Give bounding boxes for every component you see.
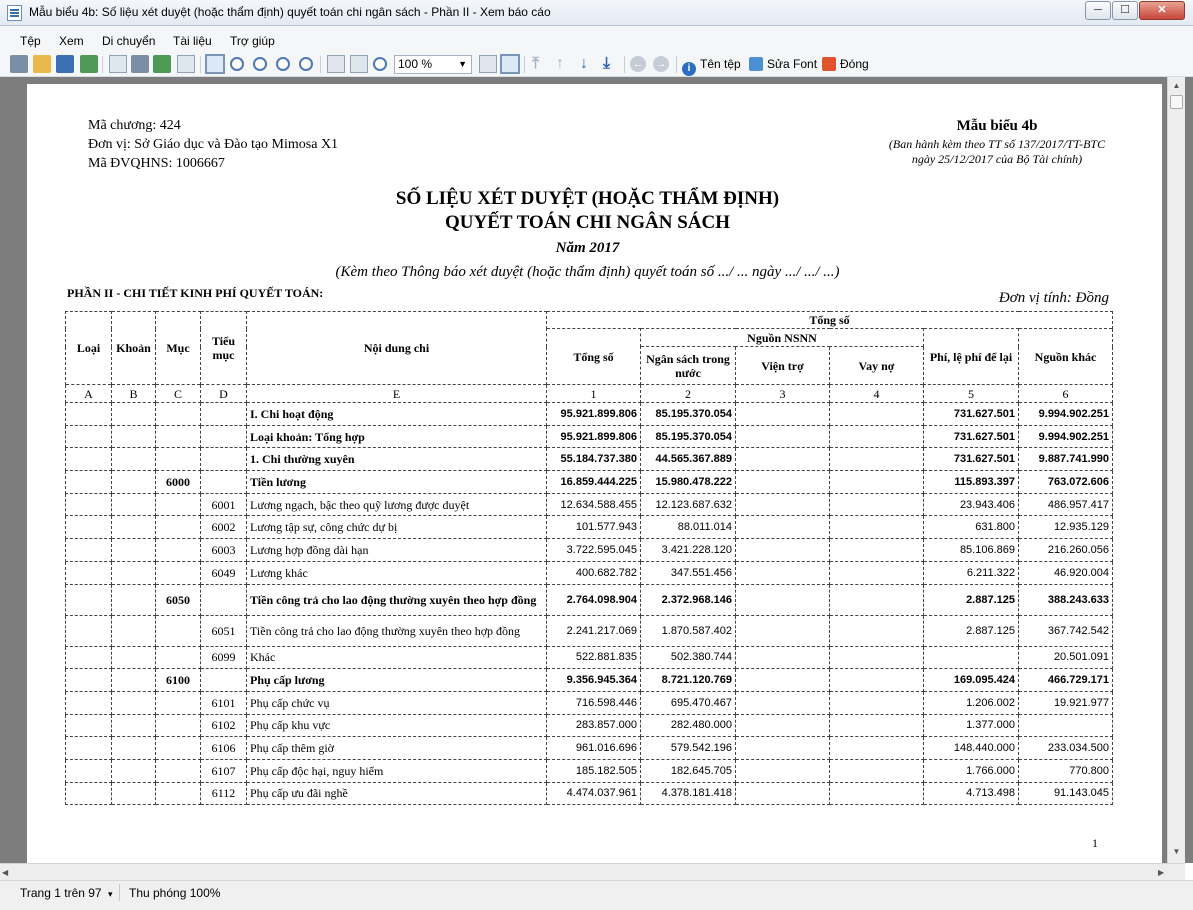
- cell-muc: 6000: [156, 471, 201, 494]
- cell-noi-dung: Tiền lương: [247, 471, 547, 494]
- cell-phi-le-phi: 1.377.000: [924, 714, 1019, 737]
- cell-vien-tro: [736, 448, 830, 471]
- app-document-icon: [7, 5, 22, 21]
- open-folder-icon[interactable]: [33, 55, 51, 73]
- cell-nguon-khac: 9.994.902.251: [1019, 425, 1113, 448]
- cell-muc: [156, 403, 201, 426]
- cell-noi-dung: Lương hợp đồng dài hạn: [247, 539, 547, 562]
- table-row: [66, 403, 1113, 426]
- cell-loai: [66, 584, 112, 615]
- cell-tong-so: 55.184.737.380: [547, 448, 641, 471]
- cell-khoan: [112, 516, 156, 539]
- cell-phi-le-phi: 23.943.406: [924, 493, 1019, 516]
- cell-noi-dung: Phụ cấp khu vực: [247, 714, 547, 737]
- cell-vay-no: [830, 714, 924, 737]
- cell-nguon-khac: 91.143.045: [1019, 782, 1113, 805]
- cell-khoan: [112, 561, 156, 584]
- cell-noi-dung: Khác: [247, 646, 547, 669]
- cell-tong-so: 101.577.943: [547, 516, 641, 539]
- form-note-2: ngày 25/12/2017 của Bộ Tài chính): [911, 152, 1083, 166]
- cell-khoan: [112, 403, 156, 426]
- cell-muc: [156, 737, 201, 760]
- col-nguon-khac: Nguồn khác: [1019, 329, 1113, 385]
- table-row: [66, 737, 1113, 760]
- cell-phi-le-phi: 85.106.869: [924, 539, 1019, 562]
- cell-nguon-khac: 216.260.056: [1019, 539, 1113, 562]
- cell-nguon-khac: 486.957.417: [1019, 493, 1113, 516]
- col-group-nsnn: Nguồn NSNN: [641, 329, 924, 347]
- cell-khoan: [112, 646, 156, 669]
- cell-noi-dung: I. Chi hoạt động: [247, 403, 547, 426]
- table-row: [66, 516, 1113, 539]
- zoom-select[interactable]: [394, 55, 472, 74]
- cell-tong-so: 16.859.444.225: [547, 471, 641, 494]
- report-title-2: QUYẾT TOÁN CHI NGÂN SÁCH: [444, 212, 731, 233]
- cell-ngan-sach: 347.551.456: [641, 561, 736, 584]
- cell-nguon-khac: 20.501.091: [1019, 646, 1113, 669]
- cell-ngan-sach: 182.645.705: [641, 759, 736, 782]
- cell-phi-le-phi: 1.206.002: [924, 691, 1019, 714]
- col-phi-le-phi: Phí, lệ phí để lại: [924, 329, 1019, 385]
- table-row: [66, 448, 1113, 471]
- cell-ngan-sach: 579.542.196: [641, 737, 736, 760]
- cell-tieu-muc: [201, 669, 247, 692]
- cell-phi-le-phi: 2.887.125: [924, 615, 1019, 646]
- cell-tong-so: 522.881.835: [547, 646, 641, 669]
- cell-vay-no: [830, 561, 924, 584]
- fix-font-button[interactable]: Sửa Font: [749, 55, 817, 74]
- horizontal-scrollbar[interactable]: [0, 863, 1185, 880]
- col-loai: Loại: [66, 312, 112, 385]
- zoom-status: Thu phóng 100%: [129, 886, 221, 900]
- cell-loai: [66, 646, 112, 669]
- menu-bar: [0, 26, 1193, 52]
- report-year: Năm 2017: [555, 240, 620, 256]
- filename-button[interactable]: i Tên tệp: [682, 55, 741, 74]
- cell-muc: [156, 561, 201, 584]
- cell-tieu-muc: 6049: [201, 561, 247, 584]
- cell-khoan: [112, 737, 156, 760]
- col-tieu-muc: Tiểu mục: [201, 312, 247, 385]
- actual-size-icon[interactable]: [373, 57, 387, 71]
- menu-document[interactable]: Tài liệu: [173, 34, 212, 48]
- cell-loai: [66, 403, 112, 426]
- table-row: [66, 493, 1113, 516]
- cell-tieu-muc: [201, 403, 247, 426]
- cell-ngan-sach: 15.980.478.222: [641, 471, 736, 494]
- form-note-1: (Ban hành kèm theo TT số 137/2017/TT-BTC: [888, 137, 1106, 151]
- cell-vay-no: [830, 584, 924, 615]
- cell-tieu-muc: 6107: [201, 759, 247, 782]
- cell-khoan: [112, 425, 156, 448]
- cell-loai: [66, 561, 112, 584]
- cell-phi-le-phi: 2.887.125: [924, 584, 1019, 615]
- toolbar: [0, 52, 1193, 77]
- cell-loai: [66, 448, 112, 471]
- cell-noi-dung: 1. Chi thường xuyên: [247, 448, 547, 471]
- cell-vien-tro: [736, 403, 830, 426]
- cell-khoan: [112, 493, 156, 516]
- cell-muc: [156, 782, 201, 805]
- table-row: [66, 539, 1113, 562]
- cell-muc: [156, 448, 201, 471]
- cell-tieu-muc: 6102: [201, 714, 247, 737]
- cell-vien-tro: [736, 561, 830, 584]
- report-title-1: SỐ LIỆU XÉT DUYỆT (HOẶC THẨM ĐỊNH): [395, 188, 780, 209]
- cell-noi-dung: Phụ cấp thêm giờ: [247, 737, 547, 760]
- cell-phi-le-phi: 731.627.501: [924, 425, 1019, 448]
- cell-khoan: [112, 448, 156, 471]
- cell-nguon-khac: 19.921.977: [1019, 691, 1113, 714]
- page-dropdown-icon: ▾: [107, 889, 113, 899]
- cell-vien-tro: [736, 615, 830, 646]
- cell-phi-le-phi: [924, 646, 1019, 669]
- chevron-down-icon: ▼: [458, 59, 467, 69]
- cell-loai: [66, 714, 112, 737]
- cell-vien-tro: [736, 425, 830, 448]
- cell-nguon-khac: 367.742.542: [1019, 615, 1113, 646]
- cell-phi-le-phi: 4.713.498: [924, 782, 1019, 805]
- continuous-page-icon[interactable]: [501, 55, 519, 73]
- print-icon[interactable]: [10, 55, 28, 73]
- cell-khoan: [112, 584, 156, 615]
- forward-icon[interactable]: →: [653, 56, 669, 72]
- status-bar: [0, 880, 1193, 910]
- cell-nguon-khac: 763.072.606: [1019, 471, 1113, 494]
- cell-khoan: [112, 691, 156, 714]
- scroll-left-icon[interactable]: ◀: [2, 868, 9, 877]
- cell-khoan: [112, 759, 156, 782]
- cell-vien-tro: [736, 782, 830, 805]
- chapter-code: Mã chương: 424: [88, 118, 181, 133]
- font-icon: [749, 57, 763, 71]
- minimize-button[interactable]: ─: [1085, 1, 1111, 20]
- menu-navigate[interactable]: Di chuyển: [102, 34, 156, 48]
- cell-loai: [66, 691, 112, 714]
- cell-muc: [156, 516, 201, 539]
- cell-loai: [66, 669, 112, 692]
- cell-tong-so: 400.682.782: [547, 561, 641, 584]
- cell-phi-le-phi: 731.627.501: [924, 403, 1019, 426]
- last-page-icon[interactable]: ⤓: [603, 55, 611, 72]
- cell-tieu-muc: 6002: [201, 516, 247, 539]
- hand-tool-icon[interactable]: [206, 55, 224, 73]
- cell-loai: [66, 782, 112, 805]
- cell-khoan: [112, 714, 156, 737]
- cell-nguon-khac: 46.920.004: [1019, 561, 1113, 584]
- cell-khoan: [112, 471, 156, 494]
- cell-tieu-muc: [201, 425, 247, 448]
- cell-nguon-khac: 770.800: [1019, 759, 1113, 782]
- cell-noi-dung: Loại khoản: Tổng hợp: [247, 425, 547, 448]
- window-title: Mẫu biểu 4b: Số liệu xét duyệt (hoặc thẩm định) quyết toán chi ngân sách - Phần II - Xem báo cáo: [29, 5, 551, 19]
- table-row: [66, 615, 1113, 646]
- cell-ngan-sach: 88.011.014: [641, 516, 736, 539]
- cell-tieu-muc: 6101: [201, 691, 247, 714]
- cell-ngan-sach: 502.380.744: [641, 646, 736, 669]
- cell-vien-tro: [736, 516, 830, 539]
- table-row: [66, 759, 1113, 782]
- cell-ngan-sach: 3.421.228.120: [641, 539, 736, 562]
- cell-khoan: [112, 615, 156, 646]
- cell-ngan-sach: 85.195.370.054: [641, 425, 736, 448]
- close-window-button[interactable]: ✕: [1139, 1, 1185, 20]
- menu-file[interactable]: Tệp: [20, 34, 41, 48]
- cell-vay-no: [830, 425, 924, 448]
- cell-ngan-sach: 8.721.120.769: [641, 669, 736, 692]
- cell-tieu-muc: 6112: [201, 782, 247, 805]
- cell-nguon-khac: 388.243.633: [1019, 584, 1113, 615]
- page-setup-icon[interactable]: [177, 55, 195, 73]
- zoom-value: 100 %: [398, 57, 433, 71]
- unit-code: Mã ĐVQHNS: 1006667: [88, 156, 225, 171]
- cell-tieu-muc: 6001: [201, 493, 247, 516]
- cell-phi-le-phi: 115.893.397: [924, 471, 1019, 494]
- col-tong-so: Tổng số: [547, 329, 641, 385]
- single-page-icon[interactable]: [479, 55, 497, 73]
- col-ngan-sach: Ngân sách trong nước: [641, 347, 736, 385]
- expenditure-table: [65, 311, 1113, 805]
- cell-nguon-khac: 12.935.129: [1019, 516, 1113, 539]
- cell-loai: [66, 516, 112, 539]
- table-row: [66, 584, 1113, 615]
- cell-ngan-sach: 282.480.000: [641, 714, 736, 737]
- cell-muc: [156, 691, 201, 714]
- cell-muc: [156, 425, 201, 448]
- cell-vay-no: [830, 539, 924, 562]
- cell-khoan: [112, 782, 156, 805]
- cell-muc: [156, 646, 201, 669]
- cell-noi-dung: Tiền công trả cho lao động thường xuyên theo hợp đồng: [247, 584, 547, 615]
- cell-tong-so: 4.474.037.961: [547, 782, 641, 805]
- cell-vien-tro: [736, 714, 830, 737]
- info-icon: i: [682, 62, 696, 76]
- cell-muc: [156, 759, 201, 782]
- cell-tong-so: 9.356.945.364: [547, 669, 641, 692]
- table-row: [66, 714, 1113, 737]
- cell-tieu-muc: 6099: [201, 646, 247, 669]
- export-icon[interactable]: [80, 55, 98, 73]
- cell-loai: [66, 539, 112, 562]
- cell-muc: [156, 615, 201, 646]
- cell-muc: 6050: [156, 584, 201, 615]
- cell-vay-no: [830, 448, 924, 471]
- cell-noi-dung: Tiền công trả cho lao động thường xuyên theo hợp đồng: [247, 615, 547, 646]
- attachment-note: (Kèm theo Thông báo xét duyệt (hoặc thẩm định) quyết toán số .../ ... ngày .../ .../ ...): [335, 264, 840, 280]
- cell-ngan-sach: 1.870.587.402: [641, 615, 736, 646]
- col-noi-dung: Nội dung chi: [247, 312, 547, 385]
- cell-phi-le-phi: 1.766.000: [924, 759, 1019, 782]
- table-row: [66, 646, 1113, 669]
- cell-muc: 6100: [156, 669, 201, 692]
- table-row: [66, 471, 1113, 494]
- cell-phi-le-phi: 731.627.501: [924, 448, 1019, 471]
- cell-ngan-sach: 695.470.467: [641, 691, 736, 714]
- cell-phi-le-phi: 631.800: [924, 516, 1019, 539]
- cell-nguon-khac: [1019, 714, 1113, 737]
- cell-tieu-muc: [201, 448, 247, 471]
- cell-tong-so: 283.857.000: [547, 714, 641, 737]
- zoom-out-icon[interactable]: [276, 57, 290, 71]
- cell-khoan: [112, 669, 156, 692]
- currency-unit: Đơn vị tính: Đồng: [998, 290, 1109, 306]
- zoom-tool-icon[interactable]: [230, 57, 244, 71]
- cell-noi-dung: Lương ngạch, bậc theo quỹ lương được duyệt: [247, 493, 547, 516]
- cell-loai: [66, 759, 112, 782]
- cell-vay-no: [830, 615, 924, 646]
- cell-muc: [156, 493, 201, 516]
- cell-ngan-sach: 44.565.367.889: [641, 448, 736, 471]
- previous-page-icon[interactable]: ↑: [556, 55, 564, 72]
- column-letters-row: A B C D E 1 2 3 4 5 6: [66, 385, 1113, 403]
- table-row: [66, 782, 1113, 805]
- cell-nguon-khac: 9.887.741.990: [1019, 448, 1113, 471]
- cell-vay-no: [830, 403, 924, 426]
- vertical-scrollbar[interactable]: [1167, 77, 1185, 863]
- cell-loai: [66, 737, 112, 760]
- cell-loai: [66, 493, 112, 516]
- zoom-in-icon[interactable]: [253, 57, 267, 71]
- page-indicator[interactable]: Trang 1 trên 97 ▾: [20, 886, 113, 900]
- report-page: [27, 84, 1162, 863]
- cell-vien-tro: [736, 759, 830, 782]
- cell-vay-no: [830, 737, 924, 760]
- cell-tong-so: 95.921.899.806: [547, 403, 641, 426]
- maximize-button[interactable]: ☐: [1112, 1, 1138, 20]
- cell-nguon-khac: 233.034.500: [1019, 737, 1113, 760]
- scroll-thumb[interactable]: [1170, 95, 1183, 109]
- cell-vien-tro: [736, 691, 830, 714]
- menu-help[interactable]: Trợ giúp: [230, 34, 275, 48]
- cell-tong-so: 2.764.098.904: [547, 584, 641, 615]
- first-page-icon[interactable]: ⤒: [532, 55, 540, 72]
- col-muc: Mục: [156, 312, 201, 385]
- col-vien-tro: Viện trợ: [736, 347, 830, 385]
- part-heading: PHẦN II - CHI TIẾT KINH PHÍ QUYẾT TOÁN:: [67, 286, 324, 300]
- save-icon[interactable]: [56, 55, 74, 73]
- fit-page-icon[interactable]: [327, 55, 345, 73]
- menu-view[interactable]: Xem: [59, 34, 84, 48]
- cell-tong-so: 12.634.588.455: [547, 493, 641, 516]
- cell-khoan: [112, 539, 156, 562]
- back-icon[interactable]: ←: [630, 56, 646, 72]
- scroll-right-icon[interactable]: ▶: [1158, 868, 1165, 877]
- cell-tieu-muc: 6003: [201, 539, 247, 562]
- cell-vay-no: [830, 759, 924, 782]
- cell-vay-no: [830, 471, 924, 494]
- close-report-button[interactable]: Đóng: [822, 55, 869, 74]
- cell-phi-le-phi: 169.095.424: [924, 669, 1019, 692]
- cell-noi-dung: Phụ cấp ưu đãi nghề: [247, 782, 547, 805]
- cell-vay-no: [830, 493, 924, 516]
- cell-noi-dung: Phụ cấp lương: [247, 669, 547, 692]
- cell-tong-so: 3.722.595.045: [547, 539, 641, 562]
- cell-phi-le-phi: 6.211.322: [924, 561, 1019, 584]
- cell-tieu-muc: 6051: [201, 615, 247, 646]
- cell-muc: [156, 714, 201, 737]
- table-row: [66, 691, 1113, 714]
- cell-loai: [66, 425, 112, 448]
- cell-vien-tro: [736, 669, 830, 692]
- cell-tong-so: 961.016.696: [547, 737, 641, 760]
- cell-vien-tro: [736, 539, 830, 562]
- cell-vay-no: [830, 646, 924, 669]
- table-row: [66, 669, 1113, 692]
- cell-vay-no: [830, 669, 924, 692]
- cell-ngan-sach: 12.123.687.632: [641, 493, 736, 516]
- cell-vay-no: [830, 782, 924, 805]
- cell-nguon-khac: 466.729.171: [1019, 669, 1113, 692]
- scroll-down-icon[interactable]: ▼: [1172, 847, 1181, 856]
- refresh-icon[interactable]: [153, 55, 171, 73]
- cell-loai: [66, 615, 112, 646]
- zoom-rect-icon[interactable]: [299, 57, 313, 71]
- cell-nguon-khac: 9.994.902.251: [1019, 403, 1113, 426]
- cell-vien-tro: [736, 493, 830, 516]
- fit-width-icon[interactable]: [350, 55, 368, 73]
- cell-noi-dung: Phụ cấp chức vụ: [247, 691, 547, 714]
- col-group-tong-so: Tổng số: [547, 312, 1113, 329]
- scroll-up-icon[interactable]: ▲: [1172, 81, 1181, 90]
- col-khoan: Khoản: [112, 312, 156, 385]
- find-icon[interactable]: [131, 55, 149, 73]
- cell-tong-so: 716.598.446: [547, 691, 641, 714]
- form-title: Mẫu biểu 4b: [956, 118, 1038, 134]
- cell-ngan-sach: 4.378.181.418: [641, 782, 736, 805]
- cell-muc: [156, 539, 201, 562]
- cell-vien-tro: [736, 584, 830, 615]
- power-icon: [822, 57, 836, 71]
- cell-vien-tro: [736, 471, 830, 494]
- next-page-icon[interactable]: ↓: [580, 55, 588, 72]
- cell-loai: [66, 471, 112, 494]
- unit-name: Đơn vị: Sở Giáo dục và Đào tạo Mimosa X1: [88, 137, 339, 152]
- cell-noi-dung: Lương tập sự, công chức dự bị: [247, 516, 547, 539]
- cell-tong-so: 95.921.899.806: [547, 425, 641, 448]
- table-row: [66, 561, 1113, 584]
- title-bar: [0, 0, 1193, 26]
- col-vay-no: Vay nợ: [830, 347, 924, 385]
- cell-tong-so: 185.182.505: [547, 759, 641, 782]
- cell-ngan-sach: 2.372.968.146: [641, 584, 736, 615]
- cell-vien-tro: [736, 646, 830, 669]
- table-row: [66, 425, 1113, 448]
- cell-ngan-sach: 85.195.370.054: [641, 403, 736, 426]
- page-number: 1: [1092, 836, 1098, 850]
- cell-vay-no: [830, 516, 924, 539]
- cell-phi-le-phi: 148.440.000: [924, 737, 1019, 760]
- cell-noi-dung: Lương khác: [247, 561, 547, 584]
- cell-noi-dung: Phụ cấp độc hại, nguy hiểm: [247, 759, 547, 782]
- cell-tieu-muc: [201, 471, 247, 494]
- cell-tieu-muc: [201, 584, 247, 615]
- cell-tong-so: 2.241.217.069: [547, 615, 641, 646]
- table-view-icon[interactable]: [109, 55, 127, 73]
- cell-vien-tro: [736, 737, 830, 760]
- cell-vay-no: [830, 691, 924, 714]
- cell-tieu-muc: 6106: [201, 737, 247, 760]
